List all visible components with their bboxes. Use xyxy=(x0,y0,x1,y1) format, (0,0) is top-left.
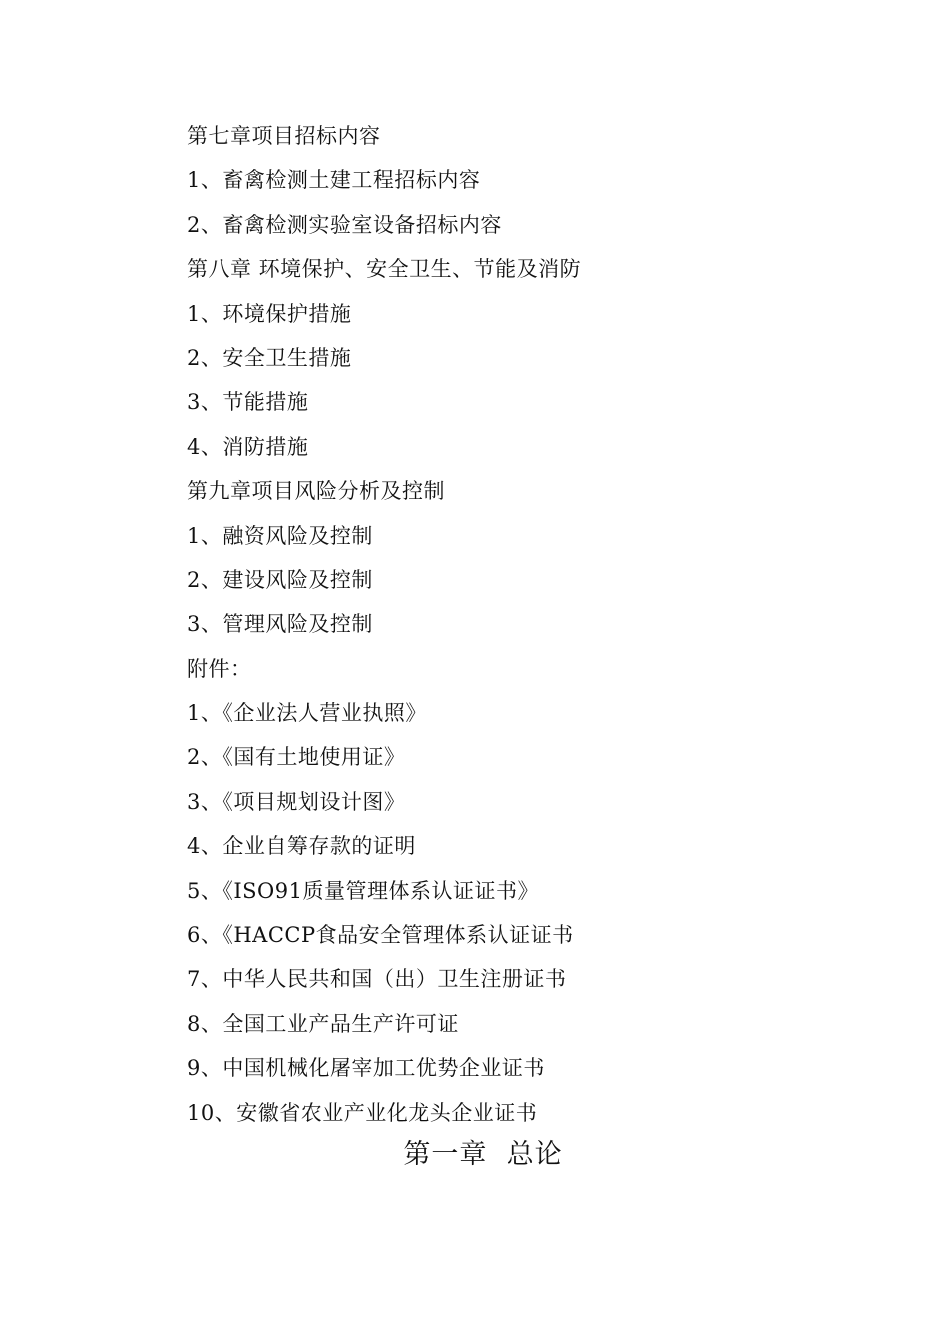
toc-appendix-item: 7、中华人民共和国（出）卫生注册证书 xyxy=(187,967,567,992)
toc-appendix-item: 10、安徽省农业产业化龙头企业证书 xyxy=(187,1100,538,1125)
toc-appendix-item: 5、《ISO91质量管理体系认证证书》 xyxy=(187,878,539,903)
toc-item: 3、管理风险及控制 xyxy=(187,612,373,637)
toc-appendix-item: 3、《项目规划设计图》 xyxy=(187,789,406,814)
toc-item: 1、融资风险及控制 xyxy=(187,523,373,548)
toc-chapter-8: 第八章 环境保护、安全卫生、节能及消防 xyxy=(187,257,582,282)
table-of-contents xyxy=(187,114,887,1135)
toc-item: 2、安全卫生措施 xyxy=(187,345,352,370)
toc-appendix-item: 4、企业自筹存款的证明 xyxy=(187,834,416,859)
toc-chapter-7: 第七章项目招标内容 xyxy=(187,124,381,148)
toc-chapter-9: 第九章项目风险分析及控制 xyxy=(187,479,445,504)
chapter-1-heading: 第一章 总论 xyxy=(403,1139,563,1170)
toc-appendix-item: 2、《国有土地使用证》 xyxy=(187,745,406,770)
toc-appendix-item: 9、中国机械化屠宰加工优势企业证书 xyxy=(187,1056,545,1081)
toc-appendix-item: 1、《企业法人营业执照》 xyxy=(187,701,427,726)
toc-item: 3、节能措施 xyxy=(187,390,309,415)
toc-item: 1、畜禽检测土建工程招标内容 xyxy=(187,168,481,193)
toc-item: 1、环境保护措施 xyxy=(187,301,352,326)
toc-appendix-heading: 附件： xyxy=(187,656,252,681)
toc-item: 2、建设风险及控制 xyxy=(187,567,373,592)
toc-item: 2、畜禽检测实验室设备招标内容 xyxy=(187,212,502,237)
toc-appendix-item: 8、全国工业产品生产许可证 xyxy=(187,1011,459,1036)
toc-item: 4、消防措施 xyxy=(187,434,309,459)
toc-appendix-item: 6、《HACCP食品安全管理体系认证证书 xyxy=(187,923,574,948)
